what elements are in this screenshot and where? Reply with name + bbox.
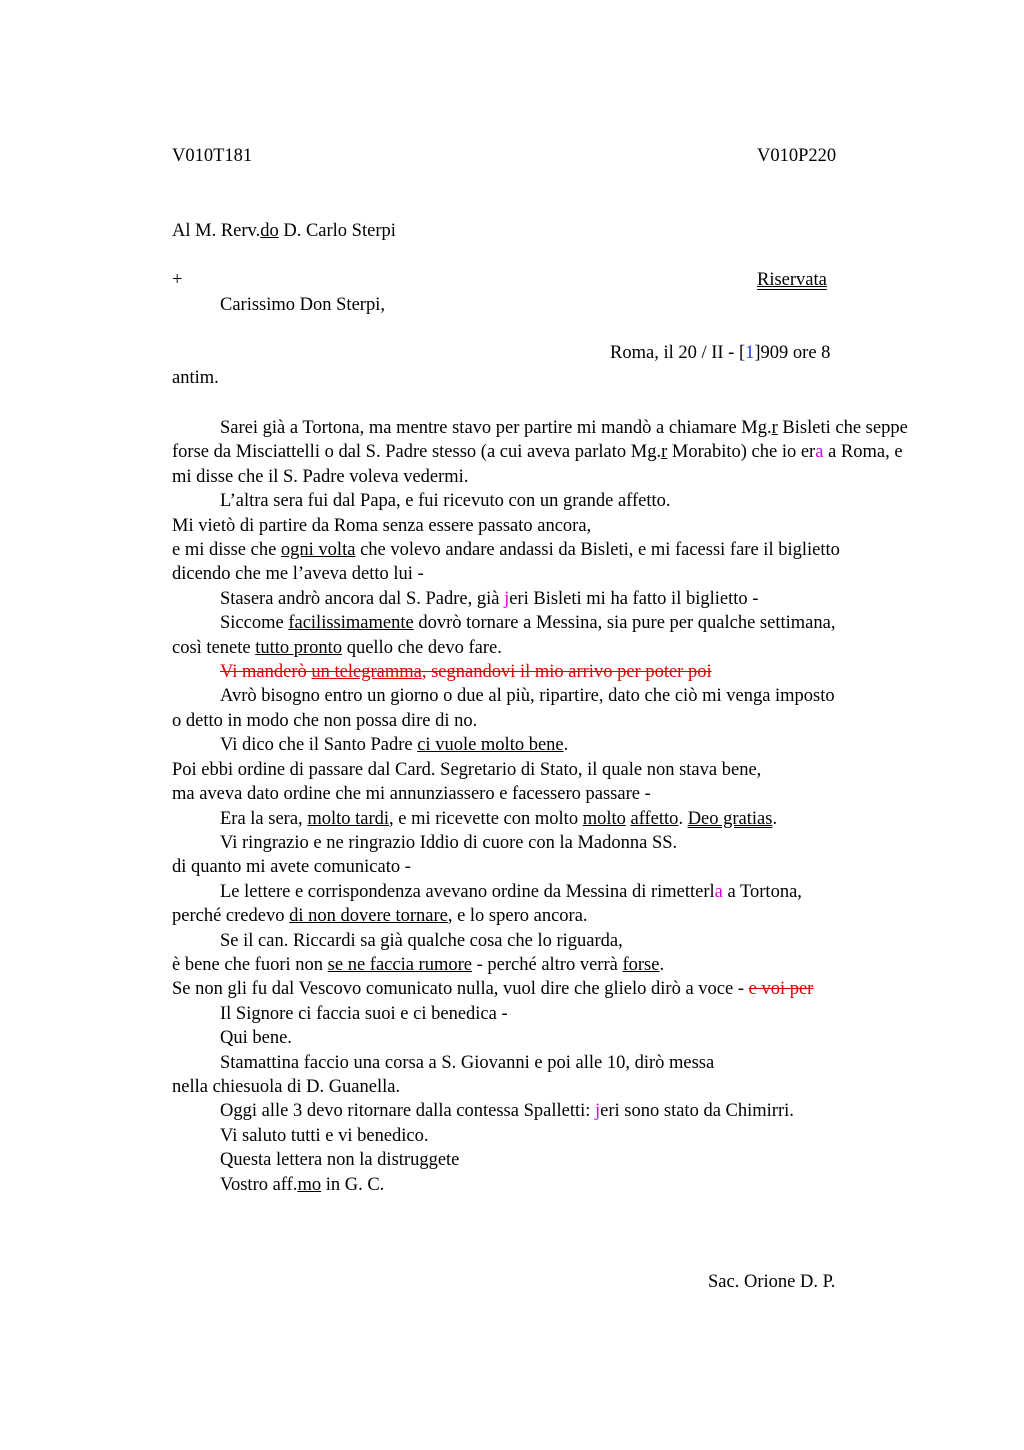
underlined: facilissimamente	[288, 613, 414, 634]
line: Avrò bisogno entro un giorno o due al più, ripartire, dato che ciò mi venga imposto	[220, 686, 835, 707]
line	[172, 977, 912, 1001]
text: Se non gli fu dal Vescovo comunicato nulla, vuol dire che glielo dirò a voce -	[172, 979, 749, 1000]
abbr: mo	[297, 1174, 322, 1195]
signature: Sac. Orione D. P.	[708, 1272, 836, 1292]
text: è bene che fuori non	[172, 954, 328, 975]
line: o detto in modo che non possa dire di no.	[172, 710, 478, 731]
line	[172, 538, 912, 562]
underlined: ogni volta	[280, 540, 356, 561]
underlined: se ne faccia rumore	[327, 954, 472, 975]
addressee-abbr: do	[260, 221, 279, 241]
text: Vostro aff.	[220, 1174, 298, 1195]
line: Poi ebbi ordine di passare dal Card. Segretario di Stato, il quale non stava bene,	[172, 759, 762, 780]
line: Se il can. Riccardi sa già qualche cosa che lo riguarda,	[220, 930, 623, 951]
text: .	[772, 808, 778, 829]
abbr: r	[771, 418, 778, 438]
riservata-label: Riservata	[757, 270, 827, 290]
double-underlined: Deo gratias	[687, 808, 773, 829]
text: eri sono stato da Chimirri.	[600, 1101, 794, 1122]
text: , e mi ricevette con molto	[389, 808, 583, 829]
text: .	[678, 808, 688, 829]
line	[172, 807, 912, 831]
text: Morabito) che io er	[667, 442, 816, 463]
date-prefix: Roma, il 20 / II - [	[610, 343, 746, 363]
line	[172, 1099, 912, 1123]
text: dovrò tornare a Messina, sia pure per qualche settimana,	[413, 613, 836, 634]
underlined: di non dovere tornare	[289, 906, 448, 927]
line: L’altra sera fui dal Papa, e fui ricevuto con un grande affetto.	[220, 491, 671, 512]
line: nella chiesuola di D. Guanella.	[172, 1076, 401, 1097]
line	[172, 636, 912, 660]
date-suffix: ]909 ore 8	[754, 343, 831, 363]
underlined: molto tardi	[307, 808, 390, 829]
text: - perché altro verrà	[471, 954, 623, 975]
text: a Roma, e mi disse che il S. Padre voleva vedermi.	[172, 442, 903, 487]
text: , e lo spero ancora.	[447, 906, 588, 927]
document-code-right: V010P220	[757, 146, 837, 166]
date-continuation: antim.	[172, 368, 219, 388]
inserted-letter: j	[595, 1101, 601, 1122]
text: in G. C.	[321, 1174, 385, 1195]
text: che volevo andare andassi da Bisleti, e mi facessi fare il biglietto	[355, 540, 840, 561]
paragraph	[172, 416, 912, 489]
line: Qui bene.	[220, 1028, 292, 1049]
underlined: ci vuole molto bene	[417, 735, 564, 756]
text: Le lettere e corrispondenza avevano ordine da Messina di rimetterl	[220, 881, 715, 902]
deleted-text: Vi manderò	[220, 662, 312, 683]
deleted-text: e voi per	[748, 979, 814, 1000]
underlined: affetto	[630, 808, 679, 829]
text: Stasera andrò ancora dal S. Padre, già	[220, 588, 505, 609]
document-code-left: V010T181	[172, 146, 253, 166]
line: Vi saluto tutti e vi benedico.	[220, 1125, 429, 1146]
text: Vi dico che il Santo Padre	[220, 735, 418, 756]
text: .	[659, 954, 665, 975]
text: Siccome	[220, 613, 289, 634]
text: Bisleti che seppe forse da Misciattelli o dal S. Padre stesso (a cui aveva parlato Mg.	[172, 418, 908, 463]
line: Mi vietò di partire da Roma senza essere passato ancora,	[172, 515, 592, 536]
line: Questa lettera non la distruggete	[220, 1150, 460, 1171]
text: .	[563, 735, 569, 756]
text: e mi disse che	[172, 540, 281, 561]
underlined: forse	[622, 954, 660, 975]
underlined: tutto pronto	[255, 637, 343, 658]
text: così tenete	[172, 637, 256, 658]
inserted-letter: a	[815, 442, 824, 463]
line	[172, 611, 912, 635]
deleted-underlined: un telegramma	[311, 662, 422, 683]
underlined: molto	[582, 808, 626, 829]
addressee-name: D. Carlo Sterpi	[278, 221, 396, 241]
text: Oggi alle 3 devo ritornare dalla contessa Spalletti:	[220, 1101, 596, 1122]
addressee	[172, 221, 396, 242]
line: ma aveva dato ordine che mi annunziassero e facessero passare -	[172, 784, 651, 805]
line	[172, 733, 912, 757]
text: quello che devo fare.	[342, 637, 502, 658]
line: di quanto mi avete comunicato -	[172, 857, 411, 878]
line	[172, 587, 912, 611]
text: a Tortona,	[722, 881, 802, 902]
text: perché credevo	[172, 906, 290, 927]
salutation: Carissimo Don Sterpi,	[220, 295, 385, 315]
letter-body	[172, 416, 912, 1197]
inserted-letter: a	[714, 881, 723, 902]
addressee-prefix: Al M. Rerv.	[172, 221, 261, 241]
line: Stamattina faccio una corsa a S. Giovanni e poi alle 10, dirò messa	[220, 1052, 715, 1073]
date-line	[610, 343, 830, 364]
line: Vi ringrazio e ne ringrazio Iddio di cuore con la Madonna SS.	[220, 832, 678, 853]
closing	[172, 1173, 912, 1197]
deleted-line	[172, 660, 912, 684]
deleted-text: , segnandovi il mio arrivo per poter poi	[421, 662, 712, 683]
abbr: r	[661, 442, 668, 463]
line	[172, 904, 912, 928]
inserted-letter: j	[504, 588, 510, 609]
line	[172, 880, 912, 904]
date-editorial-insert: 1	[745, 343, 755, 363]
line: Il Signore ci faccia suoi e ci benedica -	[220, 1003, 508, 1024]
cross-mark: +	[172, 270, 183, 290]
line: dicendo che me l’aveva detto lui -	[172, 564, 424, 585]
text: eri Bisleti mi ha fatto il biglietto -	[509, 588, 759, 609]
line	[172, 953, 912, 977]
text: Era la sera,	[220, 808, 308, 829]
text: Sarei già a Tortona, ma mentre stavo per partire mi mandò a chiamare Mg.	[220, 418, 772, 438]
